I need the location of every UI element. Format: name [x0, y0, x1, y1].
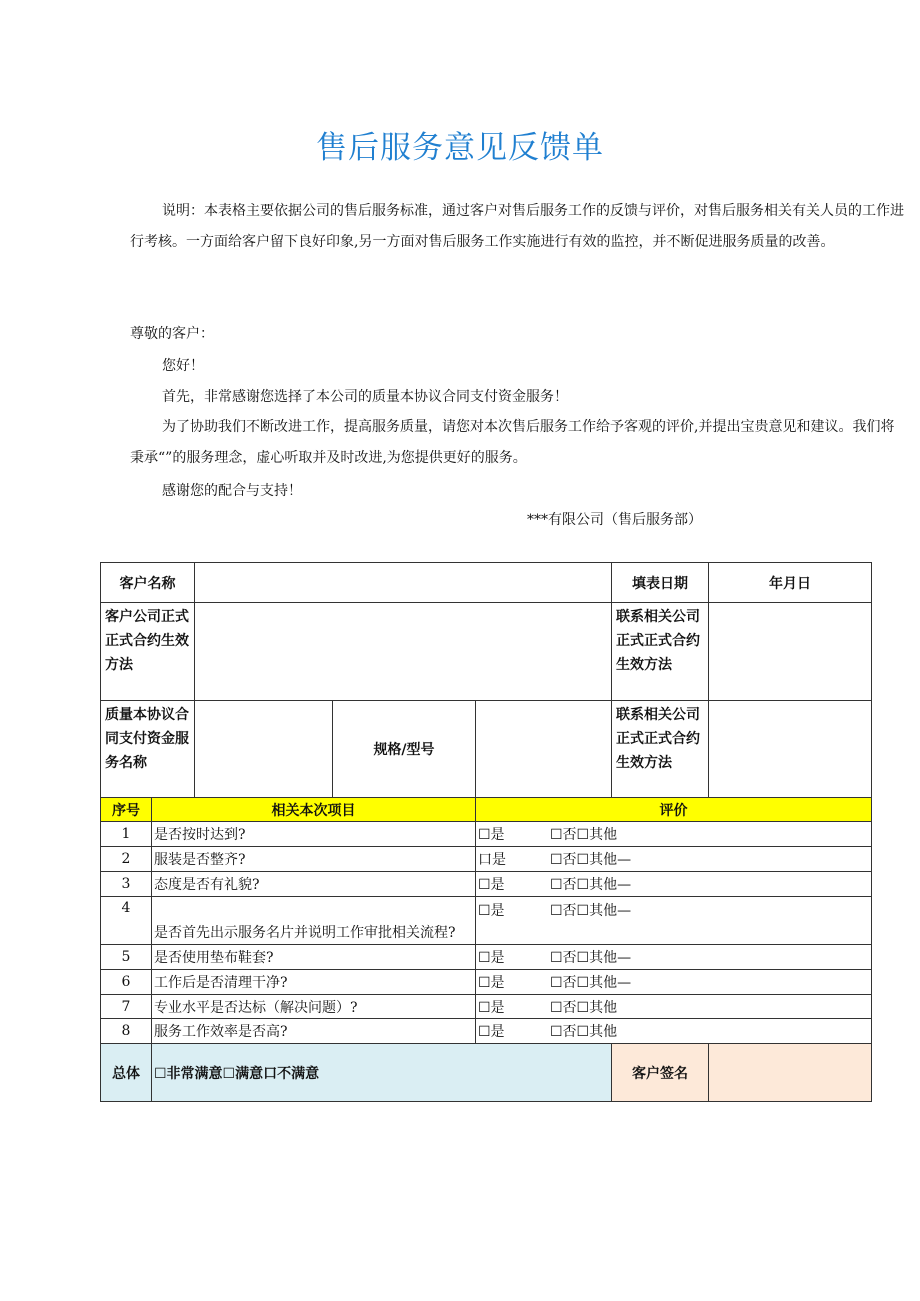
- contact-label-1: 联系相关公司正式正式合约生效方法: [612, 603, 709, 701]
- row-number: 5: [101, 945, 152, 970]
- table-row: [101, 872, 872, 897]
- table-row: [101, 945, 872, 970]
- option-yes[interactable]: ☐是: [478, 999, 505, 1016]
- row-question: 专业水平是否达标（解决问题）?: [152, 995, 476, 1019]
- option-no-other[interactable]: ☐否☐其他—: [550, 852, 632, 868]
- row-question: 工作后是否清理干净?: [152, 970, 476, 995]
- header-rating: 评价: [476, 798, 872, 822]
- contact-field-2[interactable]: [709, 701, 872, 798]
- table-row: [101, 995, 872, 1019]
- table-row: [101, 847, 872, 872]
- row-rating[interactable]: [476, 945, 872, 970]
- row-number: 7: [101, 995, 152, 1019]
- row-question: 是否使用垫布鞋套?: [152, 945, 476, 970]
- option-no-other[interactable]: ☐否☐其他—: [550, 877, 632, 893]
- row-number: 8: [101, 1019, 152, 1044]
- row-rating[interactable]: [476, 897, 872, 945]
- row-rating[interactable]: [476, 872, 872, 897]
- row-question: 服务工作效率是否高?: [152, 1019, 476, 1044]
- row-rating[interactable]: [476, 822, 872, 847]
- signature-label: 客户签名: [612, 1044, 709, 1102]
- spec-field[interactable]: [476, 701, 612, 798]
- option-no-other[interactable]: ☐否☐其他—: [550, 950, 632, 966]
- header-seq: 序号: [101, 798, 152, 822]
- company-signature: ***有限公司（售后服务部）: [527, 512, 702, 528]
- contact-label-2: 联系相关公司正式正式合约生效方法: [612, 701, 709, 798]
- thanks-line: 首先，非常感谢您选择了本公司的质量本协议合同支付资金服务！: [162, 389, 568, 405]
- row-rating[interactable]: [476, 995, 872, 1019]
- table-row: [101, 1019, 872, 1044]
- option-yes[interactable]: ☐是: [478, 1024, 505, 1040]
- contact-field-1[interactable]: [709, 603, 872, 701]
- service-name-field[interactable]: [195, 701, 333, 798]
- row-rating[interactable]: [476, 970, 872, 995]
- page-title: 售后服务意见反馈单: [316, 130, 604, 166]
- greeting: 您好！: [162, 358, 204, 374]
- row-number: 4: [101, 897, 152, 945]
- closing-line: 感谢您的配合与支持！: [162, 483, 302, 499]
- table-row: [101, 897, 872, 945]
- option-no-other[interactable]: ☐否☐其他: [550, 999, 618, 1016]
- spec-label: 规格/型号: [333, 701, 476, 798]
- total-options[interactable]: ☐非常满意☐满意口不满意: [152, 1044, 612, 1102]
- option-yes[interactable]: ☐是: [478, 903, 505, 919]
- row-number: 2: [101, 847, 152, 872]
- salutation: 尊敬的客户：: [130, 326, 214, 342]
- option-yes[interactable]: ☐是: [478, 827, 505, 843]
- company-label: 客户公司正式正式合约生效方法: [101, 603, 195, 701]
- option-yes[interactable]: ☐是: [478, 975, 505, 991]
- intro-paragraph: 说明：本表格主要依据公司的售后服务标准，通过客户对售后服务工作的反馈与评价，对售后服务相关有关人员的工作进行考核。一方面给客户留下良好印象,另一方面对售后服务工作实施进行有效的监控，并不断促进服务质量的改善。: [130, 203, 904, 250]
- company-field[interactable]: [195, 603, 612, 701]
- option-yes[interactable]: ☐是: [478, 877, 505, 893]
- row-rating[interactable]: [476, 1019, 872, 1044]
- header-item: 相关本次项目: [152, 798, 476, 822]
- signature-field[interactable]: [709, 1044, 872, 1102]
- fill-date-field[interactable]: 年月日: [709, 563, 872, 603]
- row-question: 是否按时达到?: [152, 822, 476, 847]
- row-question: 是否首先出示服务名片并说明工作审批相关流程?: [152, 897, 476, 945]
- option-yes[interactable]: 口是: [478, 852, 506, 868]
- option-no-other[interactable]: ☐否☐其他—: [550, 975, 632, 991]
- total-label: 总体: [101, 1044, 152, 1102]
- row-number: 6: [101, 970, 152, 995]
- table-row: [101, 822, 872, 847]
- fill-date-label: 填表日期: [612, 563, 709, 603]
- option-no-other[interactable]: ☐否☐其他: [550, 1024, 618, 1040]
- service-name-label: 质量本协议合同支付资金服务名称: [101, 701, 195, 798]
- row-number: 3: [101, 872, 152, 897]
- feedback-form: [100, 562, 872, 1102]
- row-rating[interactable]: [476, 847, 872, 872]
- option-yes[interactable]: ☐是: [478, 950, 505, 966]
- request-paragraph: 为了协助我们不断改进工作，提高服务质量，请您对本次售后服务工作给予客观的评价,并提出宝贵意见和建议。我们将秉承“”的服务理念，虚心听取并及时改进,为您提供更好的服务。: [130, 419, 895, 466]
- option-no-other[interactable]: ☐否☐其他: [550, 827, 618, 843]
- table-row: [101, 970, 872, 995]
- customer-name-field[interactable]: [195, 563, 612, 603]
- row-question: 服装是否整齐?: [152, 847, 476, 872]
- customer-name-label: 客户名称: [101, 563, 195, 603]
- row-number: 1: [101, 822, 152, 847]
- row-question: 态度是否有礼貌?: [152, 872, 476, 897]
- option-no-other[interactable]: ☐否☐其他—: [550, 903, 632, 919]
